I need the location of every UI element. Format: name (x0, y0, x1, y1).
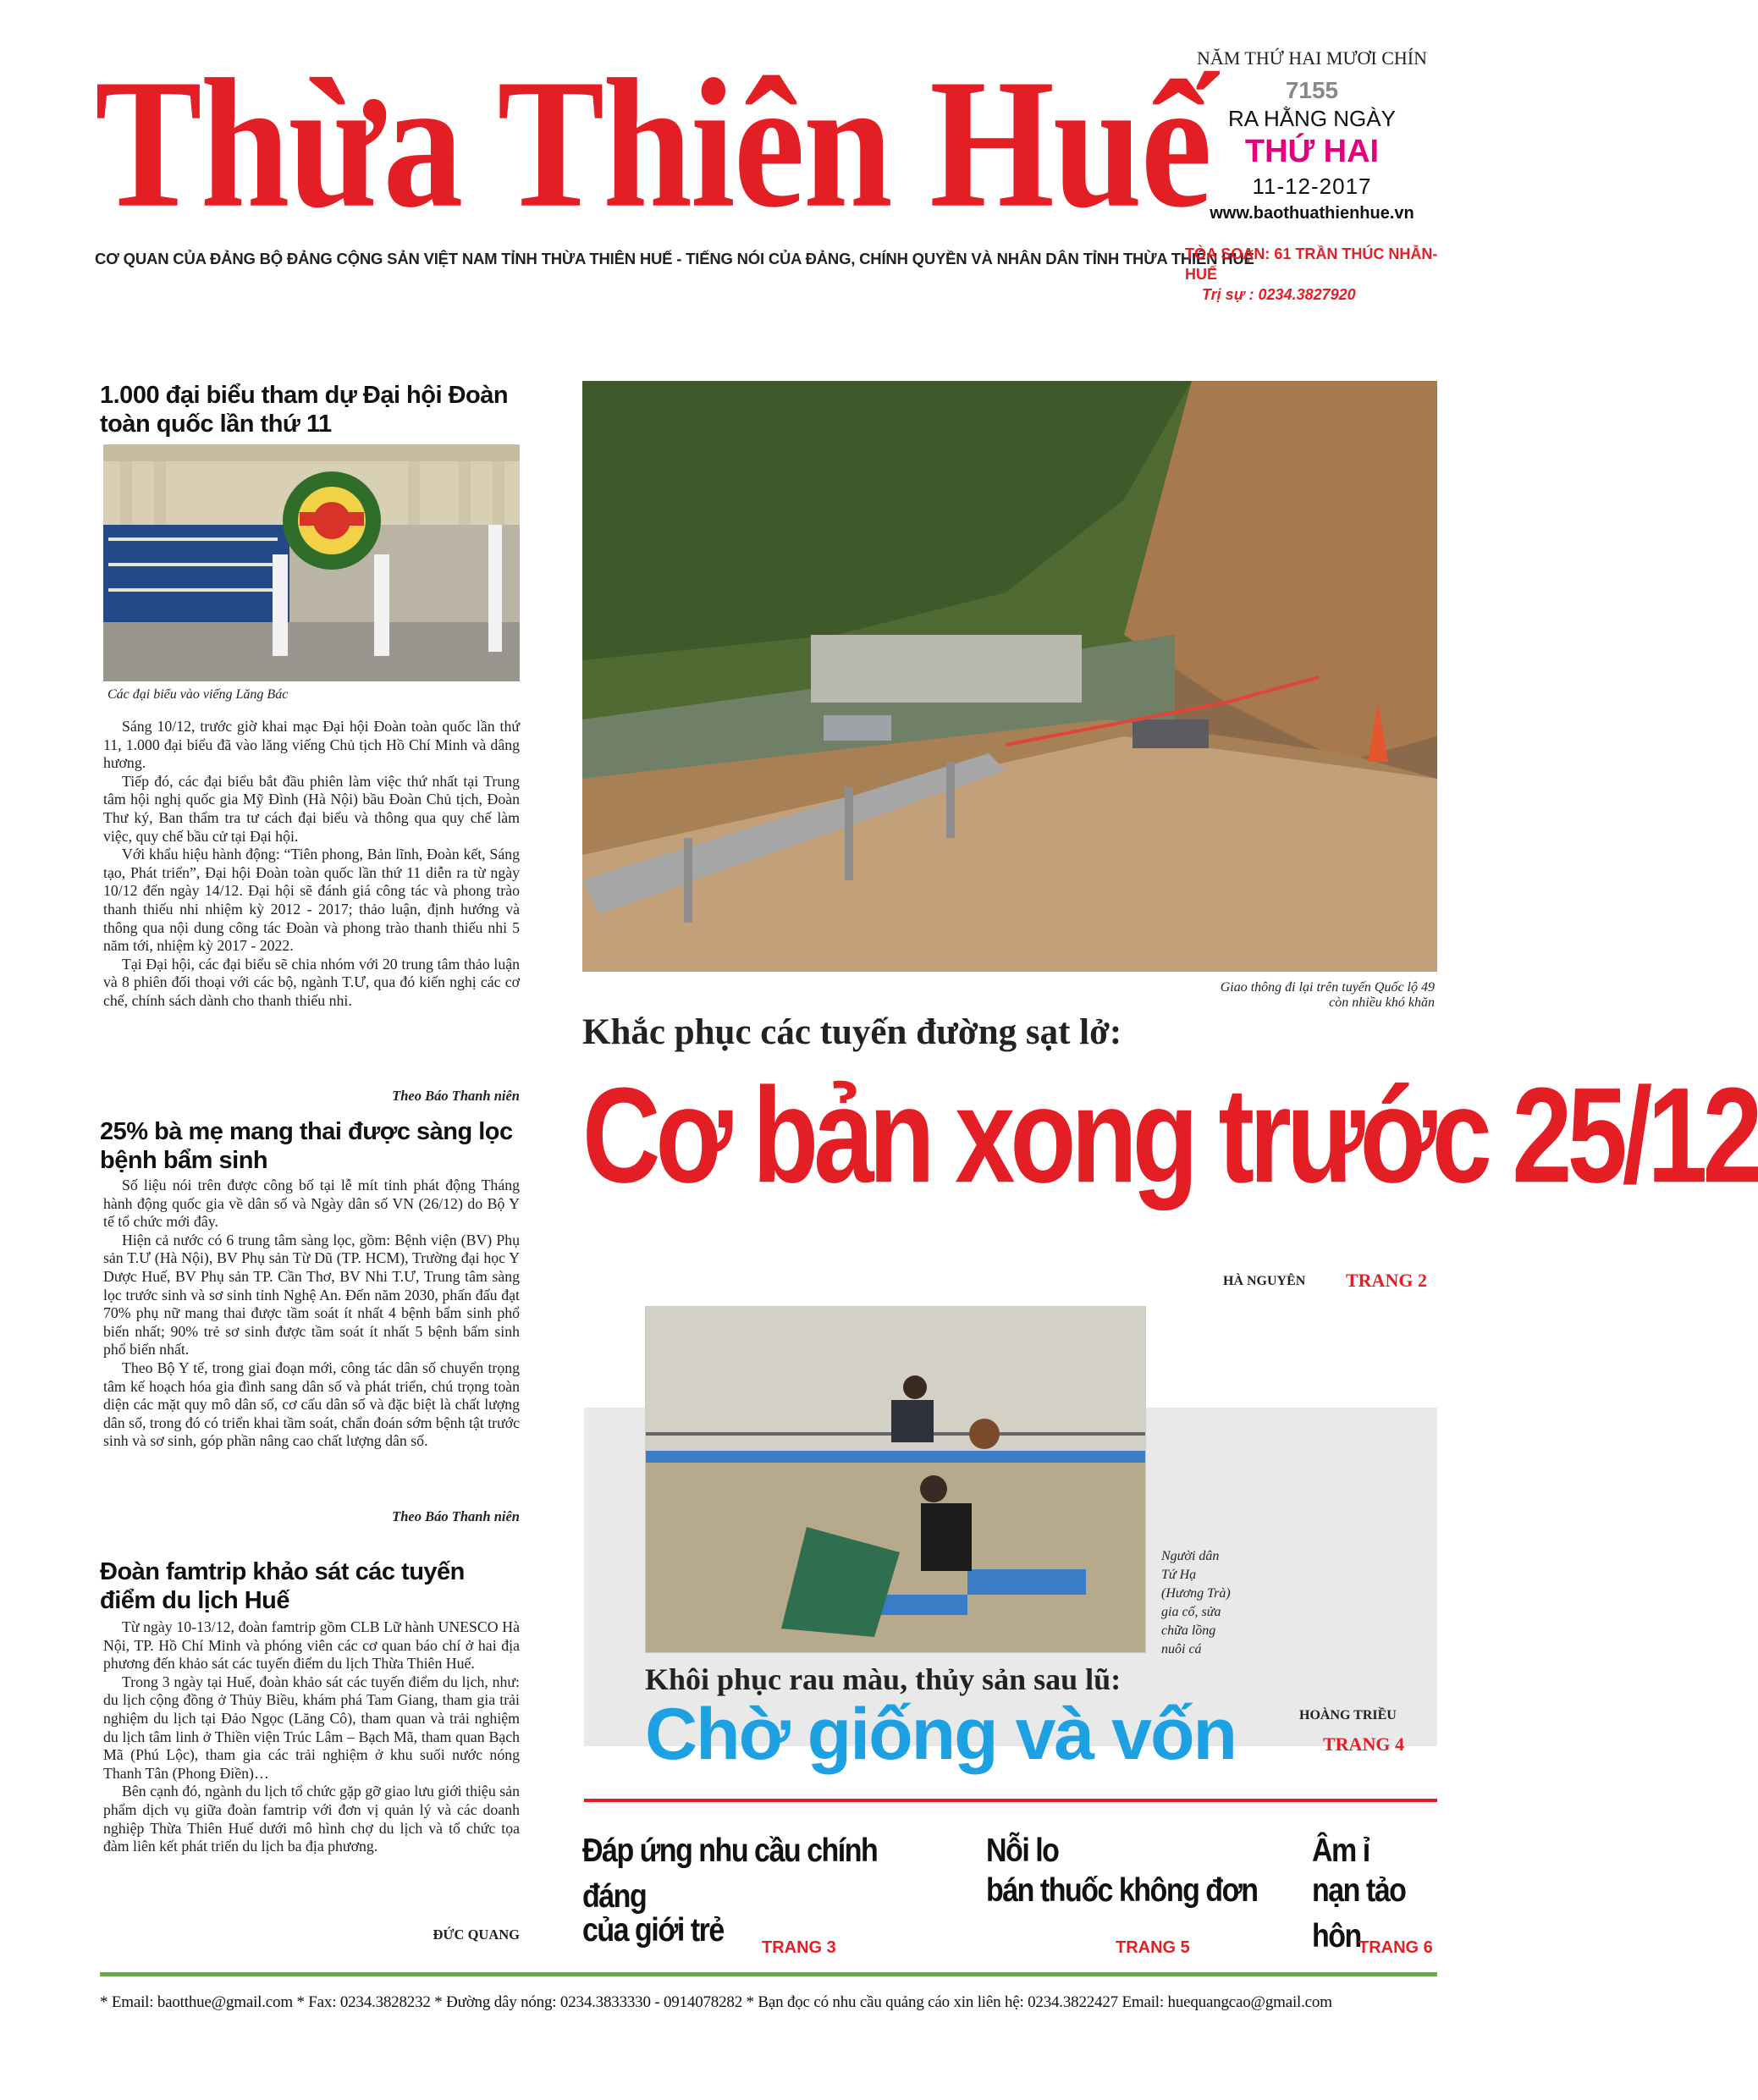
paragraph: Trong 3 ngày tại Huế, đoàn khảo sát các tuyến điểm du lịch, như: du lịch cộng đồng ở Thủy Biều, khám phá Tam Giang, tham gia trải nghiệm du lịch tại Đảo Ngọc (Lăng Cô), tham quan và trải nghiệm du lịch tâm linh ở Thiền viện Trúc Lâm – Bạch Mã, tham quan Bạch Mã (Phú Lộc), tham gia các trải nghiệm ở khu suối nước nóng Thanh Tân (Phong Điền)… (103, 1673, 520, 1782)
article-3-title[interactable]: Đoàn famtrip khảo sát các tuyến điểm du lịch Huế (100, 1558, 465, 1614)
article-2-source: Theo Báo Thanh niên (392, 1508, 520, 1524)
teaser-1-line2: của giới trẻ (582, 1911, 724, 1949)
article-3-source: ĐỨC QUANG (433, 1926, 520, 1943)
office-address: TÒA SOẠN: 61 TRẦN THÚC NHẪN-HUẾ (1185, 245, 1438, 283)
article-1-source: Theo Báo Thanh niên (392, 1088, 520, 1104)
caption-line: Giao thông đi lại trên tuyến Quốc lộ 49 (1220, 980, 1435, 995)
caption-line: (Hương Trà) (1161, 1586, 1231, 1601)
paragraph: Từ ngày 10-13/12, đoàn famtrip gồm CLB Lữ hành UNESCO Hà Nội, TP. Hồ Chí Minh và phóng viên các cơ quan báo chí ở hai địa phương đến khảo sát các tuyến điểm du lịch Thừa Thiên Huế. (103, 1618, 520, 1673)
teaser-divider (584, 1799, 1437, 1802)
teaser-1[interactable] (582, 1828, 921, 1955)
main-byline: HÀ NGUYÊN (1223, 1274, 1306, 1288)
article-2-body (103, 1177, 520, 1451)
website-link[interactable]: www.baothuathienhue.vn (1210, 204, 1414, 223)
teaser-2-page[interactable]: TRANG 5 (1116, 1938, 1190, 1957)
paragraph: Với khẩu hiệu hành động: “Tiên phong, Bản lĩnh, Đoàn kết, Sáng tạo, Phát triển”, Đại hội Đoàn toàn quốc lần thứ 11 diễn ra từ ngày 10/12 đến ngày 14/12. Đại hội sẽ đánh giá công tác và phong trào thanh thiếu nhi nhiệm kỳ 2012 - 2017; thảo luận, định hướng và thông qua nội dung công tác Đoàn và phong trào thanh thiếu nhi 5 năm tới, nhiệm kỳ 2017 - 2022. (103, 846, 520, 955)
caption-line: gia cố, sửa (1161, 1605, 1221, 1619)
main-headline[interactable]: Cơ bản xong trước 25/12 (582, 1060, 1758, 1212)
paragraph: Tiếp đó, các đại biểu bắt đầu phiên làm việc thứ nhất tại Trung tâm hội nghị quốc gia Mỹ Đình (Hà Nội) bầu Đoàn Chủ tịch, Đoàn Thư ký, Ban thẩm tra tư cách đại biểu và thông qua quy chế làm việc, quy chế bầu cử tại Đại hội. (103, 772, 520, 845)
teaser-2-line1: Nỗi lo (986, 1832, 1059, 1870)
newspaper-title: Thừa Thiên Huế (95, 41, 1210, 246)
caption-line: nuôi cá (1161, 1642, 1202, 1656)
main-page-ref[interactable]: TRANG 2 (1346, 1270, 1427, 1291)
footer-rule (100, 1972, 1437, 1976)
second-byline: HOÀNG TRIỀU (1299, 1708, 1397, 1722)
issue-number: 7155 (1285, 76, 1339, 103)
caption-line: Tứ Hạ (1161, 1568, 1197, 1582)
office-phone: Trị sự : 0234.3827920 (1202, 286, 1356, 303)
publication-year: NĂM THỨ HAI MƯƠI CHÍN (1196, 47, 1428, 69)
landslide-photo-caption (1016, 980, 1435, 1011)
article-3-body (103, 1618, 520, 1856)
weekday: THỨ HAI (1244, 134, 1380, 169)
delegates-photo (103, 444, 520, 681)
article-1-body (103, 718, 520, 1011)
second-page-ref[interactable]: TRANG 4 (1323, 1733, 1404, 1755)
masthead-subtitle: CƠ QUAN CỦA ĐẢNG BỘ ĐẢNG CỘNG SẢN VIỆT NAM TỈNH THỪA THIÊN HUẾ - TIẾNG NÓI CỦA ĐẢNG, CHÍNH QUYỀN VÀ NHÂN DÂN TỈNH THỪA THIÊN HUẾ (95, 250, 1254, 267)
footer-contacts: * Email: baotthue@gmail.com * Fax: 0234.3828232 * Đường dây nóng: 0234.3833330 - 0914078282 * Bạn đọc có nhu cầu quảng cáo xin liên hệ: 0234.3822427 Email: huequangcao@gmail.com (100, 1993, 1332, 2011)
landslide-photo (582, 381, 1437, 972)
paragraph: Số liệu nói trên được công bố tại lễ mít tinh phát động Tháng hành động quốc gia về dân số và Ngày dân số VN (26/12) do Bộ Y tế tổ chức mới đây. (103, 1177, 520, 1231)
frequency: RA HẰNG NGÀY (1228, 105, 1396, 131)
article-2-title[interactable]: 25% bà mẹ mang thai được sàng lọc bệnh bẩm sinh (100, 1118, 513, 1174)
second-headline[interactable]: Chờ giống và vốn (645, 1694, 1237, 1775)
teaser-1-page[interactable]: TRANG 3 (762, 1938, 836, 1957)
delegates-photo-caption: Các đại biểu vào viếng Lăng Bác (107, 687, 289, 702)
teaser-3-page[interactable]: TRANG 6 (1358, 1938, 1433, 1957)
paragraph: Hiện cả nước có 6 trung tâm sàng lọc, gồm: Bệnh viện (BV) Phụ sản T.Ư (Hà Nội), BV Phụ sản Từ Dũ (TP. HCM), Trường đại học Y Dược Huế, BV Phụ sản TP. Cần Thơ, BV Nhi T.Ư, Trung tâm sàng lọc trước sinh và sơ sinh tỉnh Nghệ An. Đến năm 2030, phấn đấu đạt 70% phụ nữ mang thai được tầm soát ít nhất 4 bệnh bẩm sinh phổ biến nhất; 90% trẻ sơ sinh được tầm soát ít nhất 5 bệnh bẩm sinh phổ biến nhất. (103, 1231, 520, 1359)
caption-line: còn nhiều khó khăn (1329, 995, 1435, 1010)
caption-line: Người dân (1161, 1549, 1220, 1563)
paragraph: Tại Đại hội, các đại biểu sẽ chia nhóm với 20 trung tâm thảo luận và 8 phiên đối thoại với các bộ, ngành T.Ư, qua đó kiến nghị các cơ chế, chính sách dành cho thanh thiếu nhi. (103, 955, 520, 1009)
caption-line: chữa lồng (1161, 1623, 1216, 1638)
teaser-2[interactable] (986, 1828, 1274, 1955)
teaser-3-line2: nạn tảo hôn (1312, 1871, 1406, 1955)
teaser-3-line1: Âm ỉ (1312, 1832, 1369, 1870)
teaser-2-line2: bán thuốc không đơn (986, 1871, 1258, 1910)
issue-date: 11-12-2017 (1252, 173, 1372, 199)
paragraph: Sáng 10/12, trước giờ khai mạc Đại hội Đoàn toàn quốc lần thứ 11, 1.000 đại biểu đã vào lăng viếng Chủ tịch Hồ Chí Minh và dâng hương. (103, 718, 520, 772)
paragraph: Bên cạnh đó, ngành du lịch tổ chức gặp gỡ giao lưu giới thiệu sản phẩm dịch vụ giữa đoàn famtrip với đơn vị quản lý và các doanh nghiệp Thừa Thiên Huế dưới mô hình chợ du lịch và tổ chức tọa đàm liên kết phát triển du lịch ba địa phương. (103, 1783, 520, 1855)
main-kicker: Khắc phục các tuyến đường sạt lở: (582, 1012, 1122, 1052)
teaser-3[interactable] (1312, 1828, 1439, 1955)
office-info (1185, 244, 1456, 305)
second-kicker: Khôi phục rau màu, thủy sản sau lũ: (645, 1662, 1121, 1696)
issue-box (1185, 47, 1439, 224)
fish-cage-photo (645, 1306, 1146, 1653)
teaser-1-line1: Đáp ứng nhu cầu chính đáng (582, 1832, 878, 1915)
paragraph: Theo Bộ Y tế, trong giai đoạn mới, công tác dân số chuyển trọng tâm kế hoạch hóa gia đình sang dân số và phát triển, chú trọng toàn diện các mặt quy mô dân số, cơ cấu dân số và đặc biệt là chất lượng dân số, trong đó có triển khai tầm soát, chẩn đoán sớm bệnh tật trước sinh và sơ sinh, góp phần nâng cao chất lượng dân số. (103, 1359, 520, 1450)
article-1-title[interactable]: 1.000 đại biểu tham dự Đại hội Đoàn toàn quốc lần thứ 11 (100, 382, 509, 438)
fish-cage-photo-caption (1161, 1547, 1263, 1659)
